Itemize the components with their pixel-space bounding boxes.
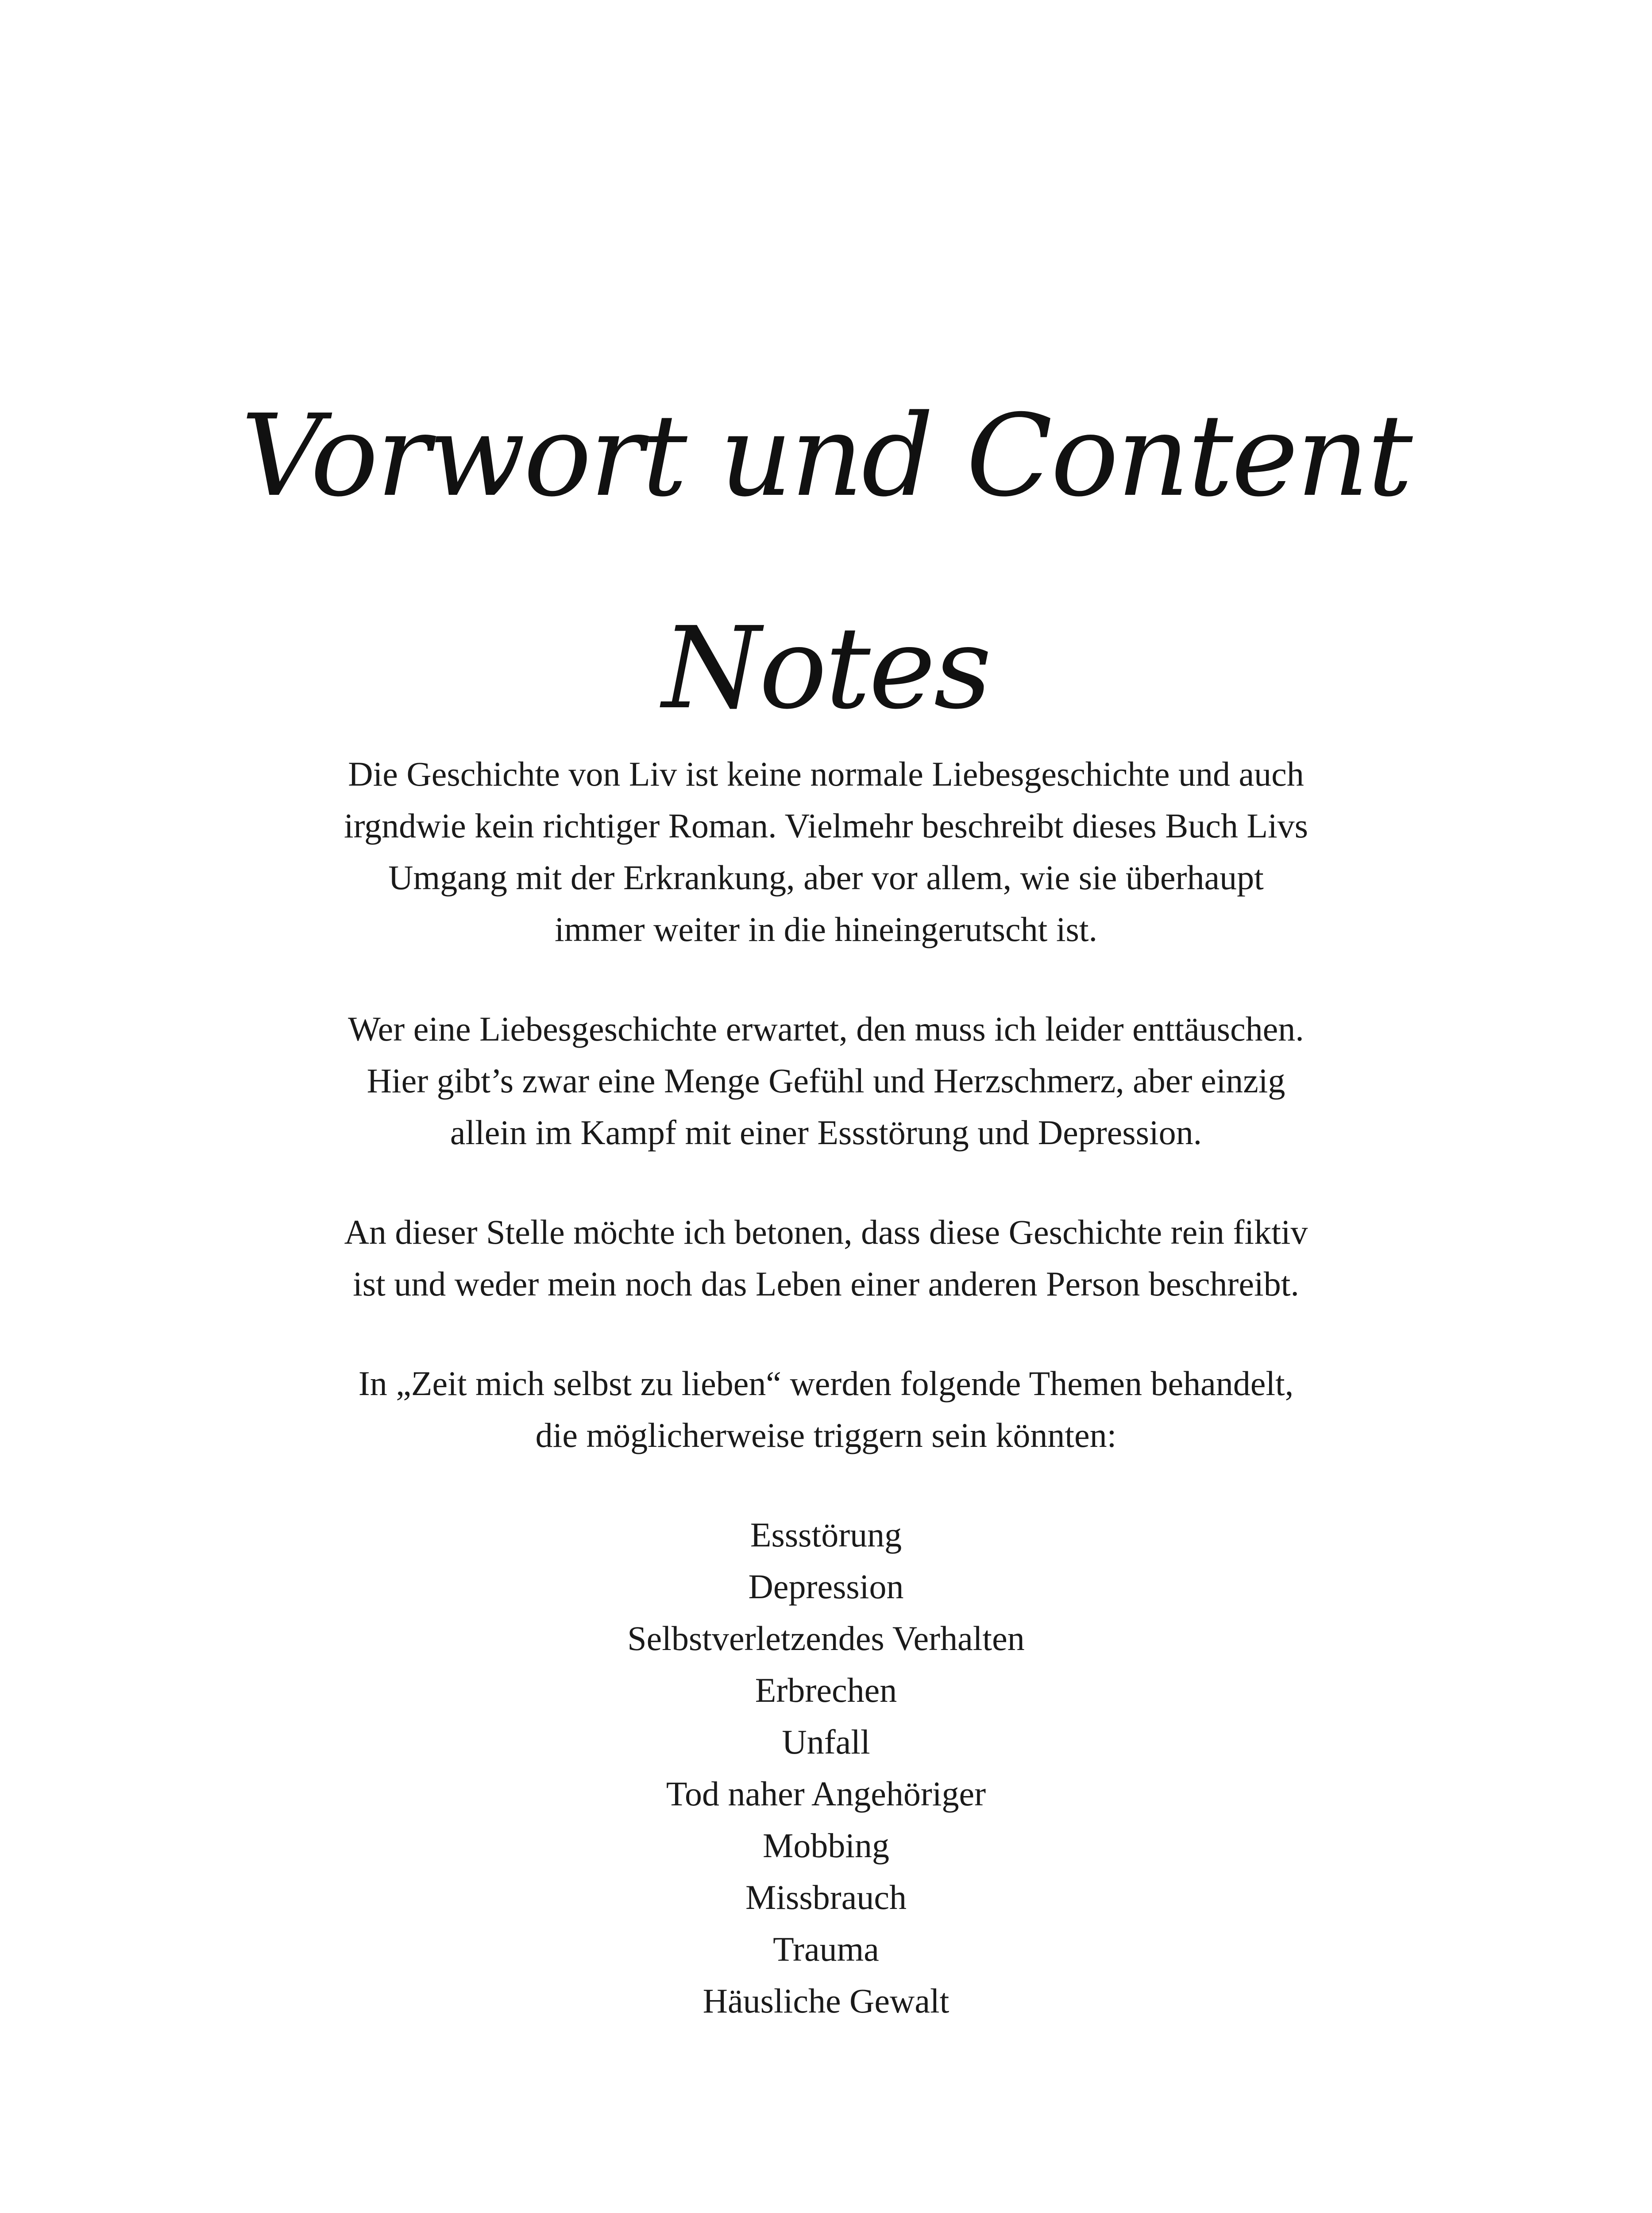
text-line: In „Zeit mich selbst zu lieben“ werden folgende Themen behandelt, [358,1364,1294,1403]
list-item: Essstörung [750,1515,902,1554]
list-item: Depression [748,1567,904,1606]
list-item: Unfall [782,1723,870,1761]
paragraph-fiction-note [0,1206,1652,1310]
text-line: immer weiter in die hineingerutscht ist. [554,910,1098,948]
title-line-1: Vorwort und Content [241,390,1411,522]
text-line: Wer eine Liebesgeschichte erwartet, den muss ich leider enttäuschen. [348,1010,1304,1048]
list-item: Erbrechen [755,1671,897,1709]
text-line: An dieser Stelle möchte ich betonen, dass diese Geschichte rein fiktiv [344,1213,1308,1251]
text-line: irgndwie kein richtiger Roman. Vielmehr beschreibt dieses Buch Livs [344,806,1308,845]
foreword-body [0,748,1652,2027]
paragraph-expectation [0,1003,1652,1158]
paragraph-content-warning [0,1357,1652,1461]
text-line: Hier gibt’s zwar eine Menge Gefühl und Herzschmerz, aber einzig [367,1061,1285,1100]
text-line: Die Geschichte von Liv ist keine normale Liebesgeschichte und auch [348,755,1304,793]
text-line: die möglicherweise triggern sein könnten: [535,1416,1117,1454]
text-line: ist und weder mein noch das Leben einer anderen Person beschreibt. [353,1265,1299,1303]
text-line: Umgang mit der Erkrankung, aber vor allem, wie sie überhaupt [388,858,1264,897]
list-item: Tod naher Angehöriger [666,1774,986,1813]
text-line: allein im Kampf mit einer Essstörung und Depression. [450,1113,1202,1152]
paragraph-intro [0,748,1652,955]
list-item: Selbstverletzendes Verhalten [627,1619,1025,1658]
list-item: Trauma [773,1930,879,1968]
list-item: Mobbing [762,1826,890,1865]
content-notes-list [0,1509,1652,2027]
list-item: Häusliche Gewalt [702,1982,950,2020]
title-line-2: Notes [662,602,990,734]
list-item: Missbrauch [745,1878,907,1916]
page-title [0,350,1652,775]
